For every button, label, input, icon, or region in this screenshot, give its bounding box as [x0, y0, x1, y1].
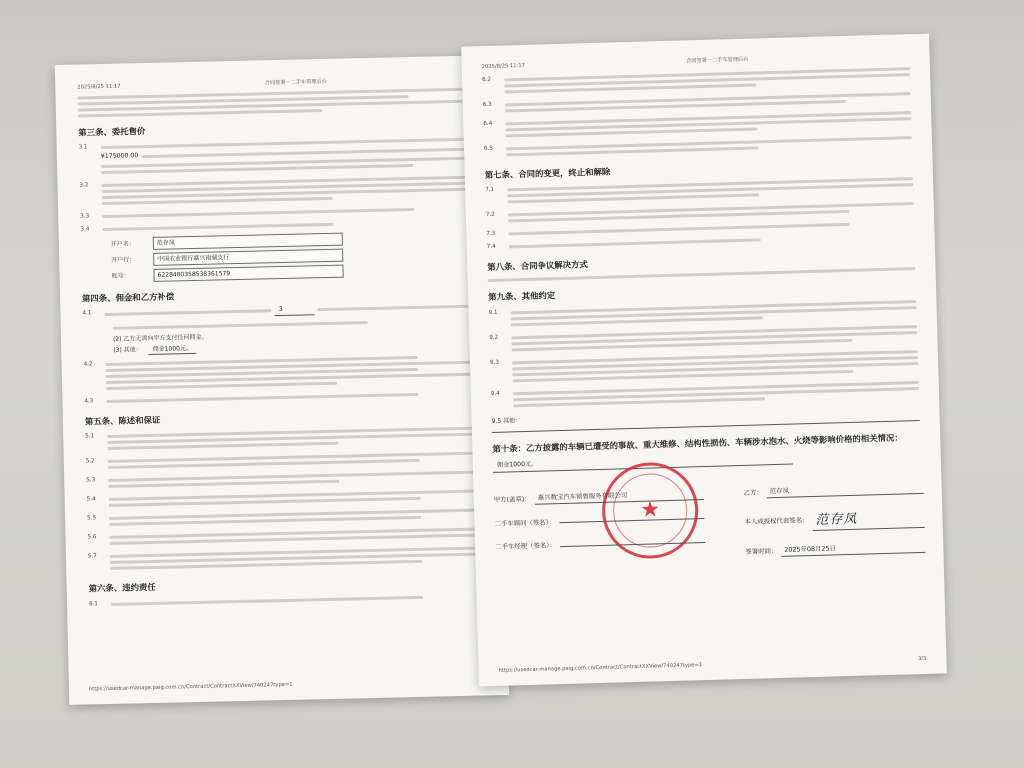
clause-9-5: 9.5 其他： — [491, 405, 919, 433]
bank-field[interactable]: 中国农业银行嘉兴南湖支行 — [153, 248, 343, 265]
star-icon: ★ — [639, 497, 661, 523]
clause-6-2: 6.2 — [482, 64, 910, 97]
page-url[interactable]: https://usedcar-manage.paig.com.cn/Contract/ContractXXView/740247type=1 — [498, 662, 703, 675]
text-block — [78, 87, 472, 117]
clause-5-4: 5.4 — [87, 487, 481, 511]
section-10-value: 佣金1000元。 — [493, 450, 793, 473]
section-10-title: 第十条：乙方披露的车辆已遭受的事故、重大维修、结构性损伤、车辆涉水泡水、火烧等影响价格的相关情况： — [492, 432, 903, 454]
contract-page-3 — [461, 34, 947, 687]
page-timestamp: 2025/8/25 11:17 — [481, 62, 526, 71]
party-a-label: 甲方(盖章)： — [493, 494, 531, 504]
clause-7-3: 7.3 — [486, 218, 914, 239]
section-6-title: 第六条、违约责任 — [88, 582, 156, 594]
section-7-title: 第七条、合同的变更，终止和解除 — [484, 166, 611, 180]
clause-5-5: 5.5 — [87, 506, 481, 530]
clause-5-6: 5.6 — [87, 525, 481, 549]
section-9-title: 第九条、其他约定 — [488, 290, 556, 303]
option-3-value: 佣金1000元。 — [149, 344, 196, 355]
contract-page-2 — [55, 55, 509, 705]
clause-3-2: 3.2 — [79, 172, 474, 208]
clause-7-2: 7.2 — [486, 199, 914, 226]
section-8-title: 第八条、合同争议解决方式 — [487, 259, 588, 273]
advisor-signature-field[interactable] — [559, 518, 704, 523]
clause-7-4: 7.4 — [487, 231, 915, 252]
section-5-title: 第五条、陈述和保证 — [84, 414, 161, 427]
clause-4-1: 4.1 3 — [82, 301, 476, 320]
account-no-label: 账号： — [111, 272, 130, 280]
authorized-label: 本人或授权代表签名： — [744, 516, 809, 527]
price-value: ¥175000.00 — [100, 152, 139, 161]
page-url[interactable]: https://usedcar-manage.paig.com.cn/Contract/ContractXXView/740247type=1 — [88, 682, 293, 693]
manager-label: 二手车经理（签名）： — [495, 541, 556, 552]
clause-5-3: 5.3 — [86, 468, 480, 492]
page-header-title: 合同签署－二手车管理后台 — [264, 78, 328, 87]
clause-5-1: 5.1 — [85, 424, 479, 454]
clause-9-2: 9.2 — [489, 322, 917, 355]
account-no-field[interactable]: 6228480358538361579 — [153, 264, 343, 281]
clause-3-1: 3.1 ¥175000.00 — [79, 135, 474, 177]
clause-9-1: 9.1 — [488, 297, 916, 330]
bank-label: 开户行： — [111, 256, 136, 264]
clause-5-7: 5.7 — [88, 544, 482, 574]
clause-6-3: 6.3 — [483, 89, 911, 116]
clause-4-2: 4.2 — [83, 351, 478, 393]
manager-signature-field[interactable] — [560, 542, 705, 547]
party-b-label: 乙方： — [743, 488, 763, 497]
clause-9-4: 9.4 — [491, 378, 919, 411]
clause-3-3: 3.3 — [80, 203, 474, 221]
page-timestamp: 2025/8/25 11:17 — [77, 83, 121, 91]
account-name-field[interactable]: 范存凤 — [153, 232, 343, 249]
clause-9-3: 9.3 — [490, 347, 919, 386]
party-a-block — [493, 475, 705, 567]
clause-7-1: 7.1 — [485, 175, 913, 208]
signature-block — [493, 469, 924, 611]
option-3-prefix: (3) 其他： — [113, 346, 142, 354]
page-footer — [499, 656, 927, 676]
clause-3-4: 3.4 — [80, 216, 474, 234]
page-number: 3/3 — [917, 656, 927, 663]
clause-5-2: 5.2 — [86, 449, 480, 473]
clause-4-3: 4.3 — [84, 388, 478, 406]
party-b-block — [743, 469, 926, 572]
option-count: 3 — [275, 305, 315, 316]
party-a-value: 嘉兴数宝汽车销售服务有限公司 — [535, 489, 704, 504]
clause-6-5: 6.5 — [484, 133, 912, 160]
section-4-title: 第四条、佣金和乙方补偿 — [81, 291, 175, 304]
clause-6-4: 6.4 — [483, 108, 911, 141]
section-3-title: 第三条、委托售价 — [78, 125, 146, 138]
account-name-label: 开户名： — [110, 240, 135, 248]
page-footer — [89, 678, 489, 695]
party-b-value: 范存凤 — [767, 483, 924, 498]
handwritten-signature[interactable]: 范存凤 — [812, 508, 925, 532]
sign-date-label: 签署时间： — [745, 546, 778, 556]
sign-date-value: 2025年08月25日 — [781, 542, 925, 557]
page-header-title: 合同签署－二手车管理后台 — [686, 56, 749, 65]
option-2-text: (2) 乙方无需向甲方支付任何佣金。 — [112, 333, 208, 343]
clause-6-1: 6.1 — [89, 591, 483, 609]
advisor-label: 二手车顾问（签名）： — [494, 517, 556, 528]
